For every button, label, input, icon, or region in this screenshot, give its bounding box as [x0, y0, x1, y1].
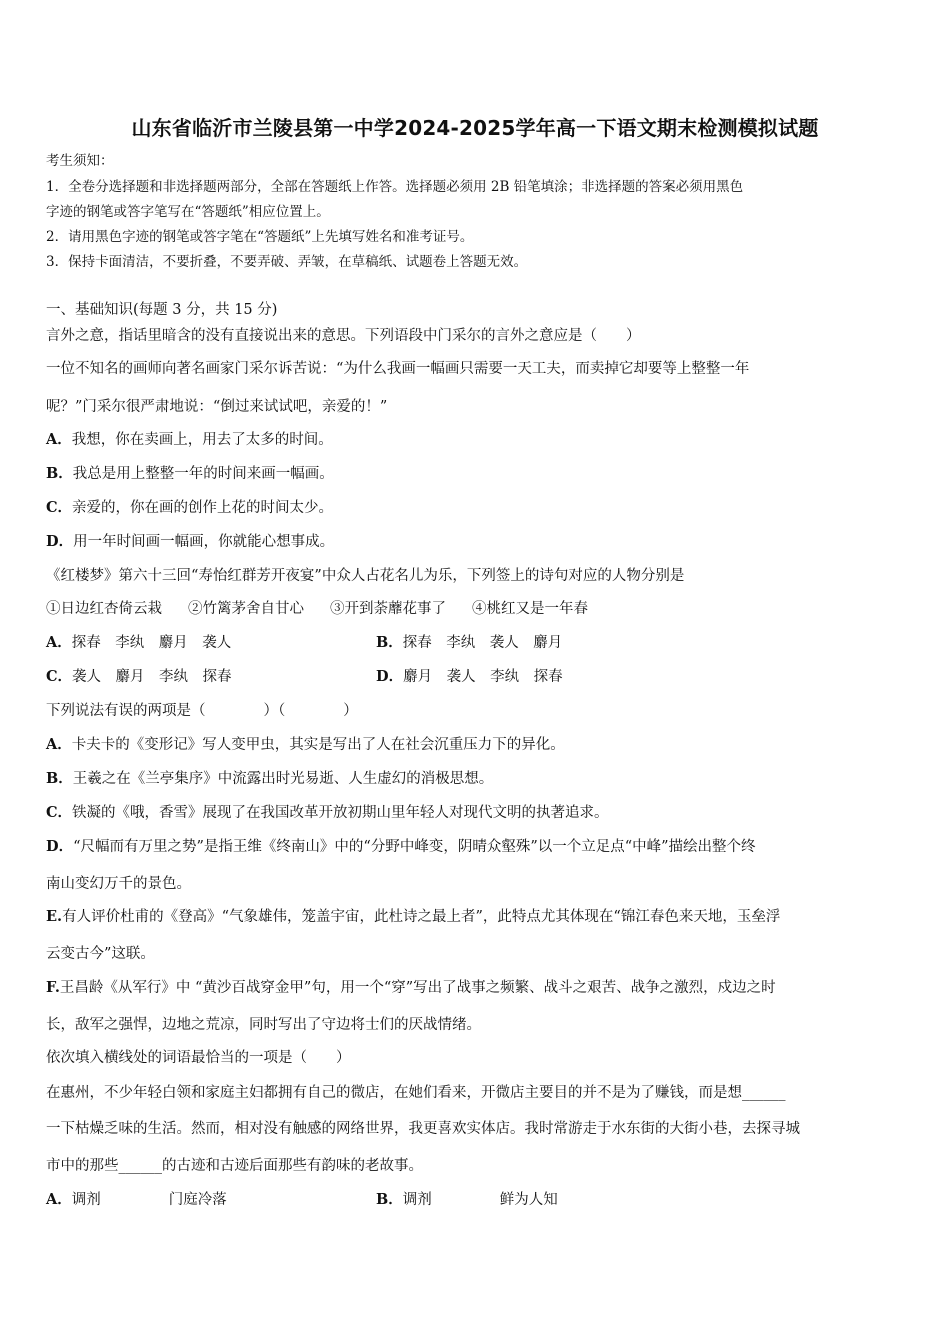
- option-label: D．: [46, 838, 74, 855]
- option-label: B．: [376, 634, 403, 651]
- option-text: 袭人 麝月 李纨 探春: [72, 669, 232, 685]
- option-text: 有人评价杜甫的《登高》“气象雄伟，笼盖宇宙，此杜诗之最上者”，此特点尤其体现在“锦江春色来天地，玉垒浮: [62, 909, 781, 925]
- option-label: C．: [46, 804, 73, 821]
- q4-stem: 依次填入横线处的词语最恰当的一项是（ ）: [46, 1050, 351, 1066]
- q1-option-b: [46, 464, 334, 484]
- option-text: 我想，你在卖画上，用去了太多的时间。: [71, 432, 333, 448]
- option-label: D．: [376, 668, 404, 685]
- poem-1: ①日边红杏倚云栽: [46, 601, 162, 617]
- option-text: 王羲之在《兰亭集序》中流露出时光易逝、人生虚幻的消极思想。: [72, 771, 494, 787]
- option-label: E.: [46, 908, 63, 925]
- q4-option-b: [376, 1190, 558, 1210]
- q1-option-d: [46, 532, 334, 552]
- q3-option-e-line-1: [46, 907, 780, 927]
- q1-passage-line-2: 呢？”门采尔很严肃地说：“倒过来试试吧，亲爱的！”: [46, 399, 388, 415]
- page-title: 山东省临沂市兰陵县第一中学2024-2025学年高一下语文期末检测模拟试题: [131, 116, 819, 140]
- option-text: 我总是用上整整一年的时间来画一幅画。: [72, 466, 334, 482]
- q1-passage-line-1: 一位不知名的画师向著名画家门采尔诉苦说：“为什么我画一幅画只需要一天工夫，而卖掉它却要等上整整一年: [46, 361, 750, 377]
- q3-stem: 下列说法有误的两项是（ ）（ ）: [46, 703, 358, 719]
- q3-option-e-line-2: 云变古今”这联。: [46, 946, 155, 962]
- q2-option-a: [46, 635, 231, 651]
- q4-passage-line-1: 在惠州，不少年轻白领和家庭主妇都拥有自己的微店，在她们看来，开微店主要目的并不是为了赚钱，而是想______: [46, 1085, 786, 1101]
- option-text: 卡夫卡的《变形记》写人变甲虫，其实是写出了人在社会沉重压力下的异化。: [71, 737, 565, 753]
- option-label: A．: [46, 736, 72, 753]
- q2-options-row-1: [46, 633, 906, 653]
- q2-poems: [46, 599, 588, 619]
- poem-4: ④桃红又是一年春: [472, 601, 588, 617]
- notice-item-3: 3．保持卡面清洁，不要折叠，不要弄破、弄皱，在草稿纸、试题卷上答题无效。: [46, 254, 528, 270]
- option-label: B．: [46, 465, 73, 482]
- option-word-1: 调剂: [71, 1192, 101, 1208]
- option-label: C．: [46, 499, 73, 516]
- option-label: A．: [46, 634, 72, 651]
- q2-stem: 《红楼梦》第六十三回“寿怡红群芳开夜宴”中众人占花名儿为乐，下列签上的诗句对应的人物分别是: [46, 568, 685, 584]
- poem-2: ②竹篱茅舍自甘心: [188, 601, 304, 617]
- option-label: D．: [46, 533, 74, 550]
- q3-option-b: [46, 769, 493, 789]
- option-label: A．: [46, 1191, 72, 1208]
- q3-option-f-line-2: 长，敌军之强悍，边地之荒凉，同时写出了守边将士们的厌战情绪。: [46, 1017, 481, 1033]
- q3-option-a: [46, 735, 565, 755]
- q4-options-row-1: [46, 1190, 906, 1210]
- option-text: 铁凝的《哦，香雪》展现了在我国改革开放初期山里年轻人对现代文明的执著追求。: [72, 805, 609, 821]
- option-word-2: 鲜为人知: [499, 1192, 558, 1208]
- notice-heading: 考生须知：: [46, 153, 114, 169]
- q2-option-b: [376, 633, 562, 653]
- option-text: 探春 李纨 袭人 麝月: [402, 635, 563, 651]
- option-label: B．: [376, 1191, 403, 1208]
- option-label: A．: [46, 431, 72, 448]
- option-label: B．: [46, 770, 73, 787]
- option-text: 王昌龄《从军行》中 “黄沙百战穿金甲”句，用一个“穿”写出了战事之频繁、战斗之艰苦、战争之激烈，戍边之时: [59, 980, 776, 996]
- notice-item-2: 2．请用黑色字迹的钢笔或答字笔在“答题纸”上先填写姓名和准考证号。: [46, 229, 474, 245]
- q4-passage-line-3: 市中的那些______的古迹和古迹后面那些有韵味的老故事。: [46, 1158, 423, 1174]
- option-label: C．: [46, 668, 73, 685]
- q1-stem: 言外之意，指话里暗含的没有直接说出来的意思。下列语段中门采尔的言外之意应是（ ）: [46, 328, 641, 344]
- q2-options-row-2: [46, 667, 906, 687]
- notice-item-1-line-1: 1．全卷分选择题和非选择题两部分，全部在答题纸上作答。选择题必须用 2B 铅笔填涂；非选择题的答案必须用黑色: [46, 179, 744, 195]
- q4-option-a: [46, 1192, 227, 1208]
- option-word-2: 门庭冷落: [168, 1192, 227, 1208]
- q3-option-f-line-1: [46, 978, 776, 998]
- section-heading: 一、基础知识(每题 3 分，共 15 分): [46, 302, 278, 318]
- q3-option-d-line-1: [46, 837, 756, 857]
- q1-option-c: [46, 498, 333, 518]
- option-text: “尺幅而有万里之势”是指王维《终南山》中的“分野中峰变，阴晴众壑殊”以一个立足点“中峰”描绘出整个终: [73, 839, 756, 855]
- option-text: 探春 李纨 麝月 袭人: [71, 635, 232, 651]
- q3-option-d-line-2: 南山变幻万千的景色。: [46, 876, 191, 892]
- q1-option-a: [46, 430, 333, 450]
- option-text: 麝月 袭人 李纨 探春: [403, 669, 563, 685]
- q3-option-c: [46, 803, 609, 823]
- option-text: 用一年时间画一幅画，你就能心想事成。: [73, 534, 335, 550]
- option-text: 亲爱的，你在画的创作上花的时间太少。: [72, 500, 334, 516]
- option-word-1: 调剂: [402, 1192, 432, 1208]
- q4-passage-line-2: 一下枯燥乏味的生活。然而，相对没有触感的网络世界，我更喜欢实体店。我时常游走于水东街的大街小巷，去探寻城: [46, 1121, 800, 1137]
- poem-3: ③开到荼蘼花事了: [330, 601, 446, 617]
- q2-option-d: [376, 667, 563, 687]
- option-label: F.: [46, 979, 60, 996]
- q2-option-c: [46, 669, 232, 685]
- notice-item-1-line-2: 字迹的钢笔或答字笔写在“答题纸”相应位置上。: [46, 204, 330, 220]
